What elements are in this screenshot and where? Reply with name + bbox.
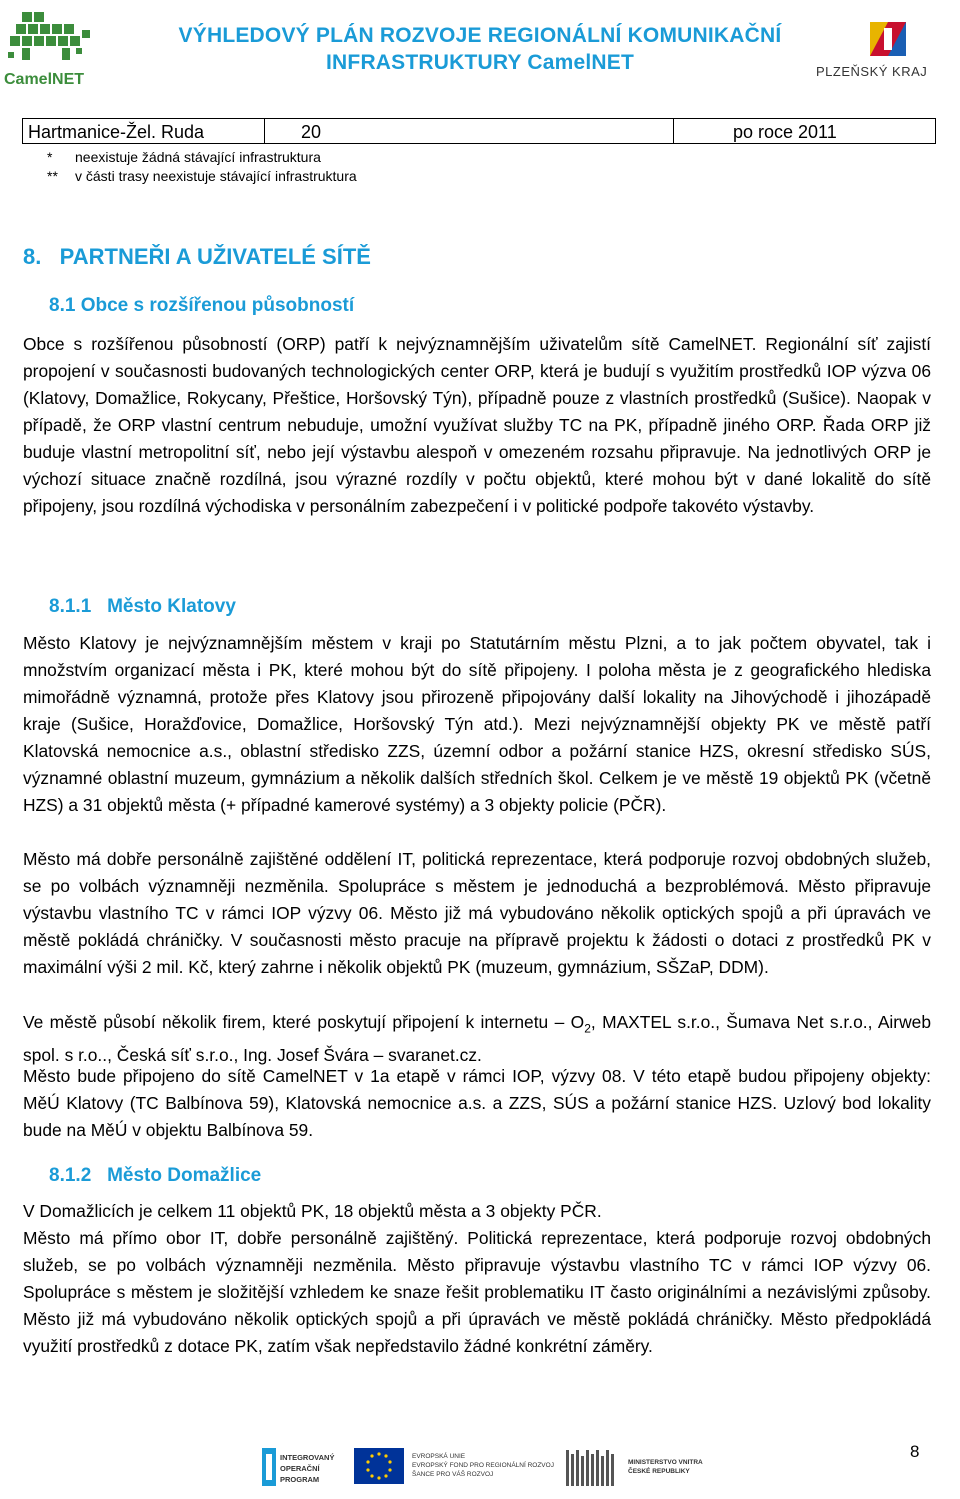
eu-text-2: EVROPSKÝ FOND PRO REGIONÁLNÍ ROZVOJ [412,1462,554,1469]
kraj-text: PLZEŇSKÝ KRAJ [816,64,928,79]
subsection-heading-klatovy: 8.1.1 Město Klatovy [49,596,236,617]
mvcr-text-1: MINISTERSTVO VNITRA [628,1459,703,1466]
note-marker: * [47,149,53,165]
iop-text-3: PROGRAM [280,1475,320,1484]
iop-text-1: INTEGROVANÝ [280,1453,335,1462]
row-location: Hartmanice-Žel. Ruda [28,122,205,142]
note-text: neexistuje žádná stávající infrastruktura [75,149,321,165]
note-1 [47,148,321,167]
iop-logo [262,1448,334,1486]
page-number: 8 [910,1442,920,1461]
paragraph-klatovy-4: Město bude připojeno do sítě CamelNET v 1a etapě v rámci IOP, výzvy 08. V této etapě budou připojeny objekty: MěÚ Klatovy (TC Balbínova 59), Klatovská nemocnice a.s. a ZZS, SÚS a požární stanice HZS. Uzlový bod lokality bude na MěÚ v objektu Balbínova 59. [23,1066,931,1140]
table-divider [264,119,265,143]
camelnet-text: CamelNET [4,71,85,88]
paragraph-klatovy-3 [23,1009,931,1069]
footer-logos [262,1444,712,1494]
row-period: po roce 2011 [733,122,837,142]
mvcr-logo [564,1448,703,1488]
camel-icon [8,12,90,60]
document-title-line1: VÝHLEDOVÝ PLÁN ROZVOJE REGIONÁLNÍ KOMUNIKAČNÍ [178,24,782,47]
note-2 [47,167,357,186]
table-row [22,118,936,144]
subscript: 2 [584,1021,591,1036]
row-count: 20 [301,122,322,142]
paragraph-orp: Obce s rozšířenou působností (ORP) patří k nejvýznamnějším uživatelům sítě CamelNET. Regionální síť zajistí propojení v současnosti budovaných technologických center ORP, která je budují s využitím prostředků IOP výzva 06 (Klatovy, Domažlice, Rokycany, Přeštice, Horšovský Týn), případně pouze z vlastních prostředků (Sušice). Naopak v případě, že ORP vlastní centrum nebuduje, umožní využívat služby TC na PK, případně jiného ORP. Řada ORP již buduje vlastní metropolitní síť, nebo její výstavbu alespoň v omezeném rozsahu připravuje. Na jednotlivých ORP je výchozí situace značně rozdílná, jsou výrazné rozdíly v počtu objektů, které mohou být v dané lokalitě do sítě připojeny, jsou rozdílná východiska v personálním zabezpečení i v politické podpoře takovéto výstavby. [23,334,931,516]
subsection-heading: 8.1 Obce s rozšířenou působností [49,295,355,316]
note-text: v části trasy neexistuje stávající infrastruktura [75,168,357,184]
mvcr-text-2: ČESKÉ REPUBLIKY [628,1468,690,1475]
paragraph-klatovy-1: Město Klatovy je nejvýznamnějším městem v kraji po Statutárním městu Plzni, a to jak počtem obyvatel, tak i množstvím organizací města i PK, které mohou být do sítě připojeny. I poloha města je z geografického hlediska mimořádně významná, protože přes Klatovy jsou přirozeně připojovány další lokality na Jihovýchodě i jihozápadě kraje (Sušice, Horažďovice, Domažlice, Horšovský Týn atd.). Mezi nejvýznamnější objekty PK ve městě patří Klatovská nemocnice a.s., oblastní středisko ZZS, územní odbor a požární stanice HZS, okresní středisko SÚS, významné oblastní muzeum, gymnázium a několik dalších středních škol. Celkem je ve městě 19 objektů PK (včetně HZS) a 31 objektů města (+ případné kamerové systémy) a 3 objekty policie (PČR). [23,633,931,815]
camelnet-logo [2,4,122,92]
note-marker: ** [47,168,58,184]
document-title-line2: INFRASTRUKTURY CamelNET [326,51,634,74]
kraj-emblem-icon [870,22,906,56]
eu-logo [354,1448,554,1484]
paragraph-domazlice-2: Město má přímo obor IT, dobře personálně zajištěný. Politická reprezentace, která podporuje rozvoj obdobných služeb, se po volbách významněji nezměnila. Město připravuje výstavbu vlastního TC v rámci IOP výzvy 06. Spolupráce s městem je složitější vzhledem ke snaze řešit problematiku IT často originálními a nezávislými způsoby. Město již má vybudováno několik optických spojů a při úpravách ve městě pokládá chráničky. Město předpokládá využití prostředků z dotace PK, zatím však nepředstavilo žádné konkrétní záměry. [23,1228,931,1356]
eu-text-3: ŠANCE PRO VÁŠ ROZVOJ [412,1471,494,1478]
text-part: , MAXTEL s.r.o., Šumava Net s.r.o., Airweb spol. s r.o.., Česká síť s.r.o., Ing. Josef Švára – svaranet.cz. [23,1012,931,1066]
text-part: Ve městě působí několik firem, které poskytují připojení k internetu – O [23,1012,585,1032]
section-heading: 8. PARTNEŘI A UŽIVATELÉ SÍTĚ [23,244,371,269]
table-divider [673,119,674,143]
paragraph-klatovy-2: Město má dobře personálně zajištěné oddělení IT, politická reprezentace, která podporuje rozvoj obdobných služeb, se po volbách významněji nezměnila. Spolupráce s městem je jednoduchá a bezproblémová. Město připravuje výstavbu vlastního TC v rámci IOP výzvy 06. Město již má vybudováno několik optických spojů a při úpravách ve městě pokládá chráničky. V současnosti město pracuje na přípravě projektu k žádosti o dotaci z prostředků PK v maximální výši 2 mil. Kč, který zahrne i několik objektů PK (muzeum, gymnázium, SŠZaP, DDM). [23,849,931,977]
subsection-heading-domazlice: 8.1.2 Město Domažlice [49,1165,262,1186]
paragraph-domazlice-1: V Domažlicích je celkem 11 objektů PK, 18 objektů města a 3 objekty PČR. [23,1201,602,1221]
document-title [130,22,830,76]
plzensky-kraj-logo [812,14,960,84]
iop-text-2: OPERAČNÍ [280,1464,320,1473]
eu-text-1: EVROPSKÁ UNIE [412,1453,466,1460]
